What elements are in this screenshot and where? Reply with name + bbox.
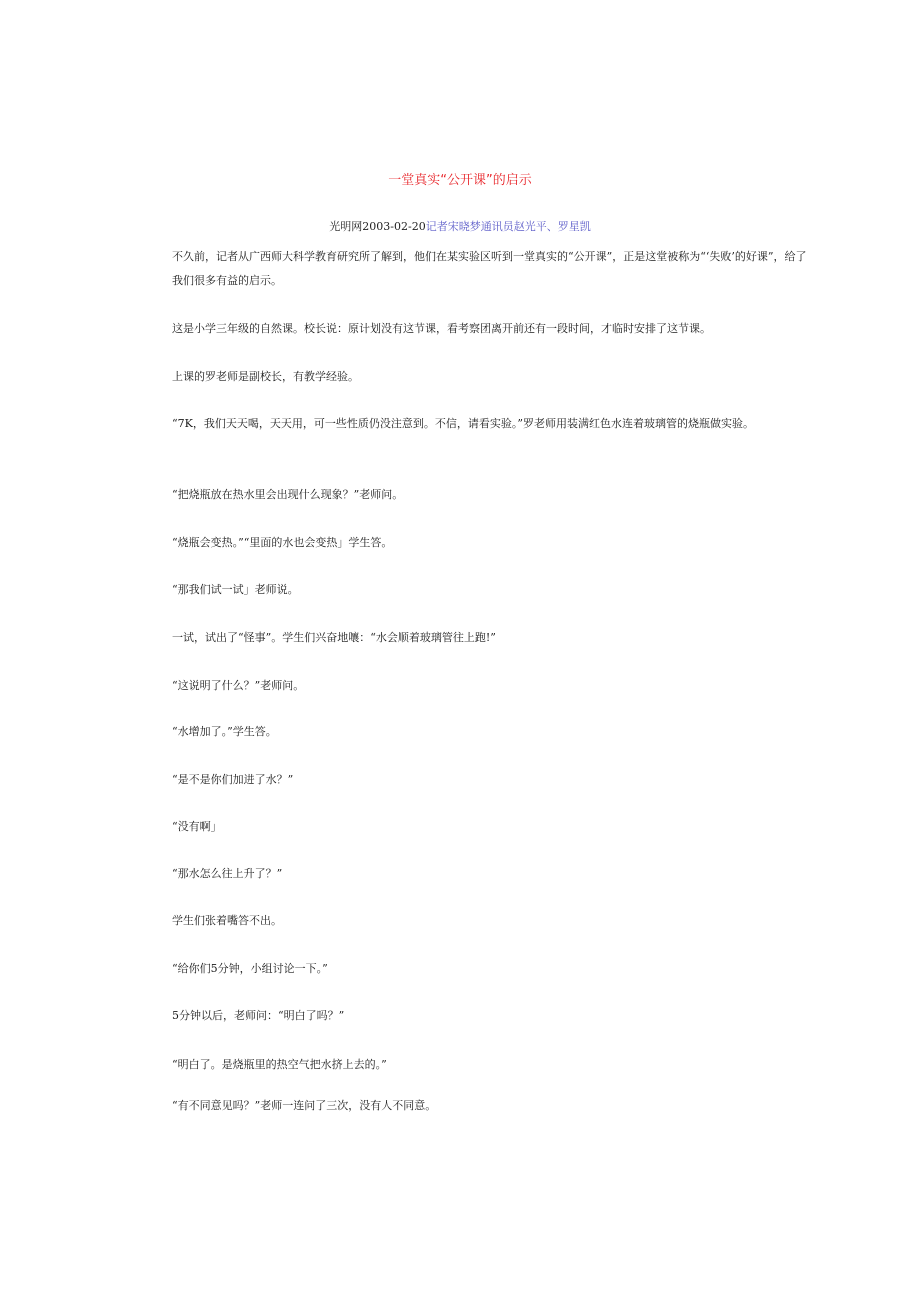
paragraph-4: “7K，我们天天喝，天天用，可一些性质仍没注意到。不信，请看实验。”罗老师用装满红色水连着玻璃管的烧瓶做实验。 xyxy=(172,417,754,430)
paragraph-16: 5分钟以后，老师问：“明白了吗？” xyxy=(172,1009,345,1022)
article-authors: 记者宋晓梦通讯员赵光平、罗星凯 xyxy=(425,220,591,233)
paragraph-11: “是不是你们加进了水？” xyxy=(172,773,294,786)
paragraph-17: “明白了。是烧瓶里的热空气把水挤上去的。” xyxy=(172,1058,387,1071)
article-source: 光明网2003-02-20 xyxy=(329,220,426,233)
paragraph-10: “水增加了。”学生答。 xyxy=(172,725,277,738)
paragraph-18: “有不同意见吗？”老师一连问了三次，没有人不同意。 xyxy=(172,1099,437,1112)
article-title: 一堂真实“公开课”的启示 xyxy=(388,173,532,188)
paragraph-8: 一试，试出了“怪事”。学生们兴奋地嚷：“水会顺着玻璃管往上跑!” xyxy=(172,631,496,644)
paragraph-15: “给你们5分钟，小组讨论一下。” xyxy=(172,962,328,975)
paragraph-6: “烧瓶会变热。”“里面的水也会变热」学生答。 xyxy=(172,536,393,549)
paragraph-9: “这说明了什么？”老师问。 xyxy=(172,679,305,692)
paragraph-2: 这是小学三年级的自然课。校长说：原计划没有这节课，看考察团离开前还有一段时间，才临时安排了这节课。 xyxy=(172,322,711,335)
paragraph-7: “那我们试一试」老师说。 xyxy=(172,583,299,596)
paragraph-5: “把烧瓶放在热水里会出现什么现象？”老师问。 xyxy=(172,488,404,501)
paragraph-14: 学生们张着嘴答不出。 xyxy=(172,914,282,927)
paragraph-1: 不久前，记者从广西师大科学教育研究所了解到，他们在某实验区听到一堂真实的“公开课”，正是这堂被称为“‘失败’的好课”，给了我们很多有益的启示。 xyxy=(172,250,807,287)
paragraph-13: “那水怎么往上升了？” xyxy=(172,867,283,880)
paragraph-3: 上课的罗老师是副校长，有教学经验。 xyxy=(172,370,359,383)
paragraph-12: “没有啊」 xyxy=(172,820,222,833)
article-byline xyxy=(0,219,920,235)
